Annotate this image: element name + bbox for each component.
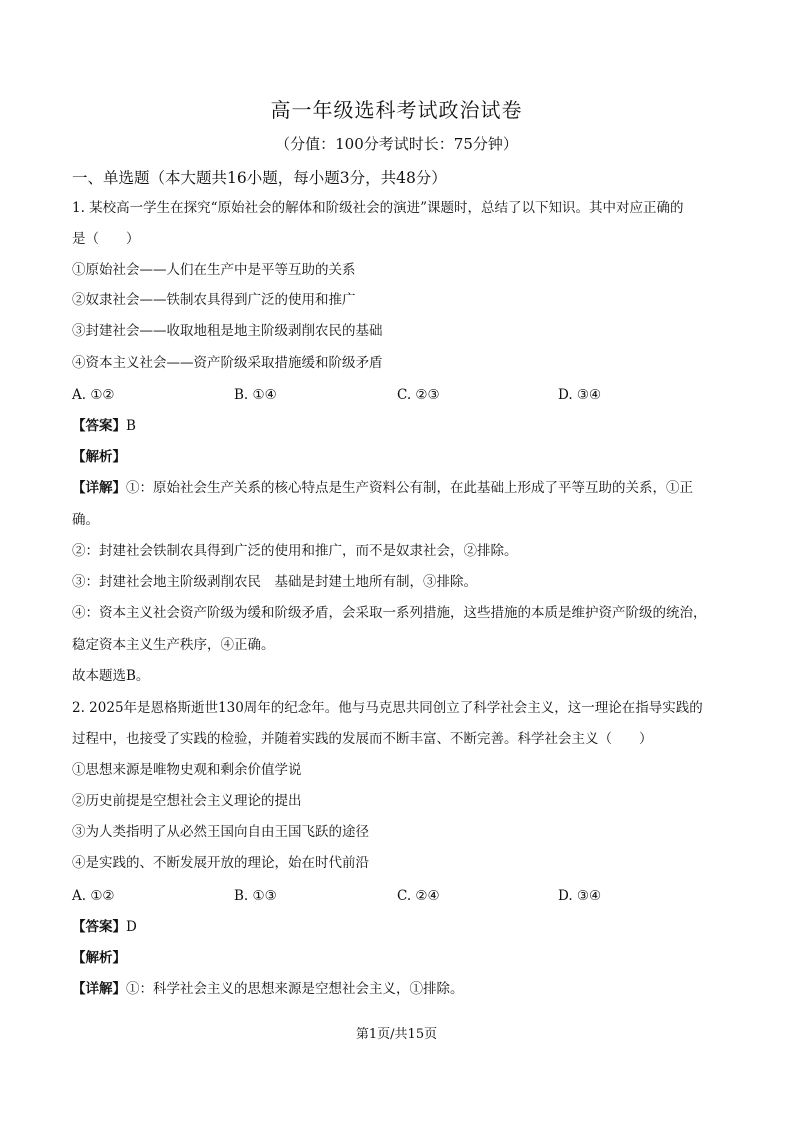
- q1-detail-line4: ③：封建社会地主阶级剥削农民 基础是封建土地所有制，③排除。: [72, 574, 477, 590]
- q1-item-3: ③封建社会——收取地租是地主阶级剥削农民的基础: [72, 323, 383, 339]
- q2-option-a: A. ①②: [72, 888, 115, 904]
- q1-detail-line6: 稳定资本主义生产秩序，④正确。: [72, 637, 275, 653]
- q1-option-c: C. ②③: [397, 387, 440, 403]
- q2-option-d: D. ③④: [558, 888, 602, 904]
- q1-detail-line1: [72, 478, 722, 498]
- q2-option-c: C. ②④: [397, 888, 440, 904]
- q1-stem-line1: 1. 某校高一学生在探究“原始社会的解体和阶级社会的演进”课题时，总结了以下知识。其中对应正确的: [72, 200, 684, 216]
- q1-stem-line2: 是（ ）: [72, 231, 140, 247]
- q1-item-2: ②奴隶社会——铁制农具得到广泛的使用和推广: [72, 292, 356, 308]
- q1-detail-label: 【详解】: [72, 480, 126, 496]
- section-heading: 一、单选题（本大题共16小题，每小题3分，共48分）: [72, 169, 447, 187]
- q1-item-4: ④资本主义社会——资产阶级采取措施缓和阶级矛盾: [72, 355, 383, 371]
- q1-detail-line5: ④：资本主义社会资产阶级为缓和阶级矛盾，会采取一系列措施，这些措施的本质是维护资产阶级的统治，: [72, 605, 707, 621]
- q2-answer-label: 【答案】: [72, 919, 126, 935]
- q1-answer-label: 【答案】: [72, 418, 126, 434]
- page-subtitle: （分值：100分考试时长：75分钟）: [275, 135, 518, 153]
- q1-option-d: D. ③④: [558, 387, 602, 403]
- page-footer: 第1页/共15页: [355, 1027, 438, 1042]
- page-title: 高一年级选科考试政治试卷: [270, 98, 523, 122]
- q2-option-b: B. ①③: [234, 888, 277, 904]
- q1-answer-value: B: [126, 418, 136, 434]
- q1-answer: [72, 416, 722, 436]
- q2-item-1: ①思想来源是唯物史观和剩余价值学说: [72, 762, 302, 778]
- q2-answer: [72, 917, 722, 937]
- q1-analysis-label: 【解析】: [72, 449, 126, 465]
- q1-detail-text: ①：原始社会生产关系的核心特点是生产资料公有制，在此基础上形成了平等互助的关系，①正: [126, 480, 693, 496]
- q1-option-b: B. ①④: [234, 387, 277, 403]
- q2-stem-line1: 2. 2025年是恩格斯逝世130周年的纪念年。他与马克思共同创立了科学社会主义，这一理论在指导实践的: [72, 700, 703, 716]
- q1-option-a: A. ①②: [72, 387, 115, 403]
- q2-detail-line1: [72, 979, 722, 999]
- q2-item-3: ③为人类指明了从必然王国向自由王国飞跃的途径: [72, 824, 369, 840]
- q1-detail-line2: 确。: [72, 512, 99, 528]
- q2-item-4: ④是实践的、不断发展开放的理论，始在时代前沿: [72, 855, 369, 871]
- q2-detail-label: 【详解】: [72, 981, 126, 997]
- q2-item-2: ②历史前提是空想社会主义理论的提出: [72, 793, 302, 809]
- q1-item-1: ①原始社会——人们在生产中是平等互助的关系: [72, 262, 356, 278]
- q2-answer-value: D: [126, 919, 137, 935]
- q2-stem-line2: 过程中，也接受了实践的检验，并随着实践的发展而不断丰富、不断完善。科学社会主义（ ）: [72, 731, 653, 747]
- q1-conclusion: 故本题选B。: [72, 668, 150, 684]
- q2-analysis-label: 【解析】: [72, 950, 126, 966]
- q2-detail-text: ①：科学社会主义的思想来源是空想社会主义，①排除。: [126, 981, 464, 997]
- q1-detail-line3: ②：封建社会铁制农具得到广泛的使用和推广，而不是奴隶社会，②排除。: [72, 543, 518, 559]
